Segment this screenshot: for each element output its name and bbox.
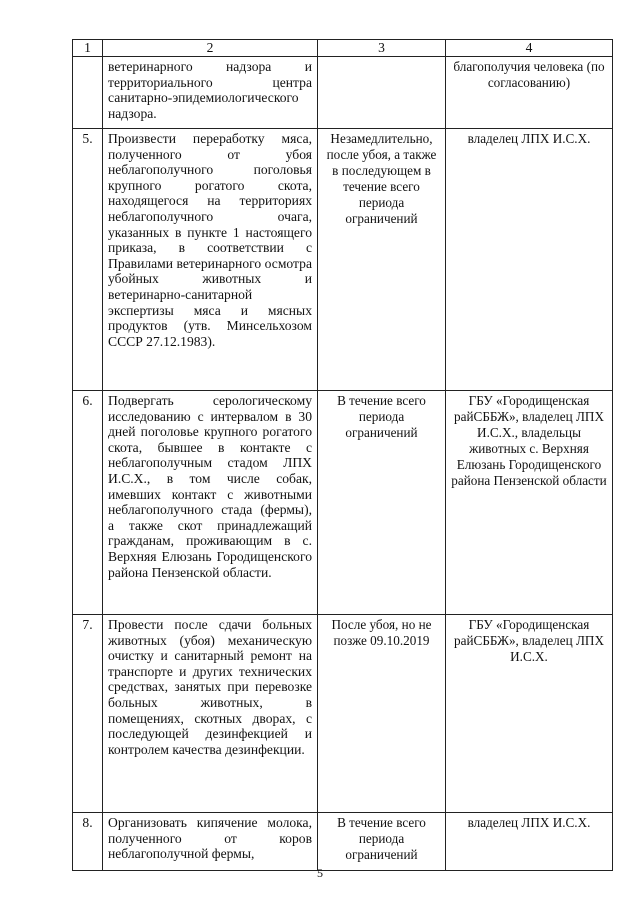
row-responsible: владелец ЛПХ И.С.Х. (446, 813, 613, 871)
row-responsible: владелец ЛПХ И.С.Х. (446, 129, 613, 391)
header-cell: 2 (103, 40, 318, 57)
row-number: 7. (73, 615, 103, 813)
row-responsible: благополучия человека (по согласованию) (446, 57, 613, 129)
row-action: ветеринарного надзора и территориального центра санитарно-эпидемиологического надзора. (103, 57, 318, 129)
row-number (73, 57, 103, 129)
table-row (73, 813, 613, 871)
row-responsible: ГБУ «Городищенская райСББЖ», владелец ЛПХ И.С.Х., владельцы животных с. Верхняя Елюзань Городищенского района Пензенской области (446, 391, 613, 615)
row-deadline (318, 57, 446, 129)
row-number: 5. (73, 129, 103, 391)
table-row (73, 615, 613, 813)
row-deadline: После убоя, но не позже 09.10.2019 (318, 615, 446, 813)
row-deadline: В течение всего периода ограничений (318, 391, 446, 615)
row-deadline: Незамедлительно, после убоя, а также в последующем в течение всего периода ограничений (318, 129, 446, 391)
table-row (73, 129, 613, 391)
table-row (73, 391, 613, 615)
row-responsible: ГБУ «Городищенская райСББЖ», владелец ЛПХ И.С.Х. (446, 615, 613, 813)
row-action: Провести после сдачи больных животных (убоя) механическую очистку и санитарный ремонт на транспорте и других технических средствах, занятых при перевозке больных животных, в помещениях, скотных дворах, с последующей дезинфекцией и контролем качества дезинфекции. (103, 615, 318, 813)
header-cell: 1 (73, 40, 103, 57)
measures-table (72, 39, 613, 871)
row-action: Произвести переработку мяса, полученного от убоя неблагополучного поголовья крупного рогатого скота, находящегося на территориях неблагополучного очага, указанных в пункте 1 настоящего приказа, в соответствии с Правилами ветеринарного осмотра убойных животных и ветеринарно-санитарной экспертизы мяса и мясных продуктов (утв. Минсельхозом СССР 27.12.1983). (103, 129, 318, 391)
row-deadline: В течение всего периода ограничений (318, 813, 446, 871)
row-number: 8. (73, 813, 103, 871)
table-row (73, 57, 613, 129)
row-action: Организовать кипячение молока, полученного от коров неблагополучной фермы, (103, 813, 318, 871)
header-cell: 4 (446, 40, 613, 57)
row-number: 6. (73, 391, 103, 615)
table-header-row (73, 40, 613, 57)
row-action: Подвергать серологическому исследованию с интервалом в 30 дней поголовье крупного рогатого скота, бывшее в контакте с неблагополучным стадом ЛПХ И.С.Х., в том числе собак, имевших контакт с животными неблагополучного стада (фермы), а также скот принадлежащий гражданам, проживающим в с. Верхняя Елюзань Городищенского района Пензенской области. (103, 391, 318, 615)
page-number: 5 (317, 866, 323, 880)
header-cell: 3 (318, 40, 446, 57)
